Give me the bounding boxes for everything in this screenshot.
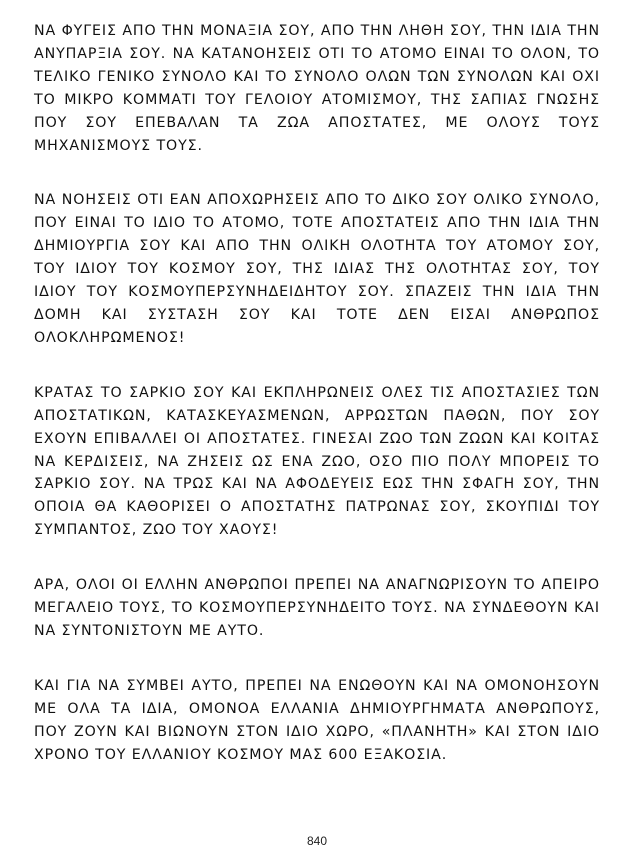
page-number: 840: [306, 834, 328, 848]
paragraph-1: ΝΑ ΦΥΓΕΙΣ ΑΠΟ ΤΗΝ ΜΟΝΑΞΙΑ ΣΟΥ, ΑΠΟ ΤΗΝ ΛΗΘΗ ΣΟΥ, ΤΗΝ ΙΔΙΑ ΤΗΝ ΑΝΥΠΑΡΞΙΑ ΣΟΥ. ΝΑ ΚΑΤΑΝΟΗΣΕΙΣ ΟΤΙ ΤΟ ΑΤΟΜΟ ΕΙΝΑΙ ΤΟ ΟΛΟΝ, ΤΟ ΤΕΛΙΚΟ ΓΕΝΙΚΟ ΣΥΝΟΛΟ ΚΑΙ ΤΟ ΣΥΝΟΛΟ ΟΛΩΝ ΤΩΝ ΣΥΝΟΛΩΝ ΚΑΙ ΟΧΙ ΤΟ ΜΙΚΡΟ ΚΟΜΜΑΤΙ ΤΟΥ ΓΕΛΟΙΟΥ ΑΤΟΜΙΣΜΟΥ, ΤΗΣ ΣΑΠΙΑΣ ΓΝΩΣΗΣ ΠΟΥ ΣΟΥ ΕΠΕΒΑΛΑΝ ΤΑ ΖΩΑ ΑΠΟΣΤΑΤΕΣ, ΜΕ ΟΛΟΥΣ ΤΟΥΣ ΜΗΧΑΝΙΣΜΟΥΣ ΤΟΥΣ.: [34, 23, 600, 154]
paragraph-2: ΝΑ ΝΟΗΣΕΙΣ ΟΤΙ ΕΑΝ ΑΠΟΧΩΡΗΣΕΙΣ ΑΠΟ ΤΟ ΔΙΚΟ ΣΟΥ ΟΛΙΚΟ ΣΥΝΟΛΟ, ΠΟΥ ΕΙΝΑΙ ΤΟ ΙΔΙΟ ΤΟ ΑΤΟΜΟ, ΤΟΤΕ ΑΠΟΣΤΑΤΕΙΣ ΑΠΟ ΤΗΝ ΙΔΙΑ ΤΗΝ ΔΗΜΙΟΥΡΓΙΑ ΣΟΥ ΚΑΙ ΑΠΟ ΤΗΝ ΟΛΙΚΗ ΟΛΟΤΗΤΑ ΤΟΥ ΑΤΟΜΟΥ ΣΟΥ, ΤΟΥ ΙΔΙΟΥ ΤΟΥ ΚΟΣΜΟΥ ΣΟΥ, ΤΗΣ ΙΔΙΑΣ ΤΗΣ ΟΛΟΤΗΤΑΣ ΣΟΥ, ΤΟΥ ΙΔΙΟΥ ΤΟΥ ΚΟΣΜΟΥΠΕΡΣΥΝΗΔΕΙΔΗΤΟΥ ΣΟΥ. ΣΠΑΖΕΙΣ ΤΗΝ ΙΔΙΑ ΤΗΝ ΔΟΜΗ ΚΑΙ ΣΥΣΤΑΣΗ ΣΟΥ ΚΑΙ ΤΟΤΕ ΔΕΝ ΕΙΣΑΙ ΑΝΘΡΩΠΟΣ ΟΛΟΚΛΗΡΩΜΕΝΟΣ!: [34, 192, 600, 346]
paragraph-4: ΑΡΑ, ΟΛΟΙ ΟΙ ΕΛΛΗΝ ΑΝΘΡΩΠΟΙ ΠΡΕΠΕΙ ΝΑ ΑΝΑΓΝΩΡΙΣΟΥΝ ΤΟ ΑΠΕΙΡΟ ΜΕΓΑΛΕΙΟ ΤΟΥΣ, ΤΟ ΚΟΣΜΟΥΠΕΡΣΥΝΗΔΕΙΤΟ ΤΟΥΣ. ΝΑ ΣΥΝΔΕΘΟΥΝ ΚΑΙ ΝΑ ΣΥΝΤΟΝΙΣΤΟΥΝ ΜΕ ΑΥΤΟ.: [34, 577, 600, 639]
paragraph-3: ΚΡΑΤΑΣ ΤΟ ΣΑΡΚΙΟ ΣΟΥ ΚΑΙ ΕΚΠΛΗΡΩΝΕΙΣ ΟΛΕΣ ΤΙΣ ΑΠΟΣΤΑΣΙΕΣ ΤΩΝ ΑΠΟΣΤΑΤΙΚΩΝ, ΚΑΤΑΣΚΕΥΑΣΜΕΝΩΝ, ΑΡΡΩΣΤΩΝ ΠΑΘΩΝ, ΠΟΥ ΣΟΥ ΕΧΟΥΝ ΕΠΙΒΑΛΛΕΙ ΟΙ ΑΠΟΣΤΑΤΕΣ. ΓΙΝΕΣΑΙ ΖΩΟ ΤΩΝ ΖΩΩΝ ΚΑΙ ΚΟΙΤΑΣ ΝΑ ΚΕΡΔΙΣΕΙΣ, ΝΑ ΖΗΣΕΙΣ ΩΣ ΕΝΑ ΖΩΟ, ΟΣΟ ΠΙΟ ΠΟΛΥ ΜΠΟΡΕΙΣ ΤΟ ΣΑΡΚΙΟ ΣΟΥ. ΝΑ ΤΡΩΣ ΚΑΙ ΝΑ ΑΦΟΔΕΥΕΙΣ ΕΩΣ ΤΗΝ ΣΦΑΓΗ ΣΟΥ, ΤΗΝ ΟΠΟΙΑ ΘΑ ΚΑΘΟΡΙΣΕΙ Ο ΑΠΟΣΤΑΤΗΣ ΠΑΤΡΩΝΑΣ ΣΟΥ, ΣΚΟΥΠΙΔΙ ΤΟΥ ΣΥΜΠΑΝΤΟΣ, ΖΩΟ ΤΟΥ ΧΑΟΥΣ!: [34, 384, 600, 539]
paragraph-5: ΚΑΙ ΓΙΑ ΝΑ ΣΥΜΒΕΙ ΑΥΤΟ, ΠΡΕΠΕΙ ΝΑ ΕΝΩΘΟΥΝ ΚΑΙ ΝΑ ΟΜΟΝΟΗΣΟΥΝ ΜΕ ΟΛΑ ΤΑ ΙΔΙΑ, ΟΜΟΝΟΑ ΕΛΛΑΝΙΑ ΔΗΜΙΟΥΡΓΗΜΑΤΑ ΑΝΘΡΩΠΟΥΣ, ΠΟΥ ΖΟΥΝ ΚΑΙ ΒΙΩΝΟΥΝ ΣΤΟΝ ΙΔΙΟ ΧΩΡΟ, «ΠΛΑΝΗΤΗ» ΚΑΙ ΣΤΟΝ ΙΔΙΟ ΧΡΟΝΟ ΤΟΥ ΕΛΛΑΝΙΟΥ ΚΟΣΜΟΥ ΜΑΣ 600 ΕΞΑΚΟΣΙΑ.: [34, 677, 600, 763]
text-body: [34, 20, 600, 766]
